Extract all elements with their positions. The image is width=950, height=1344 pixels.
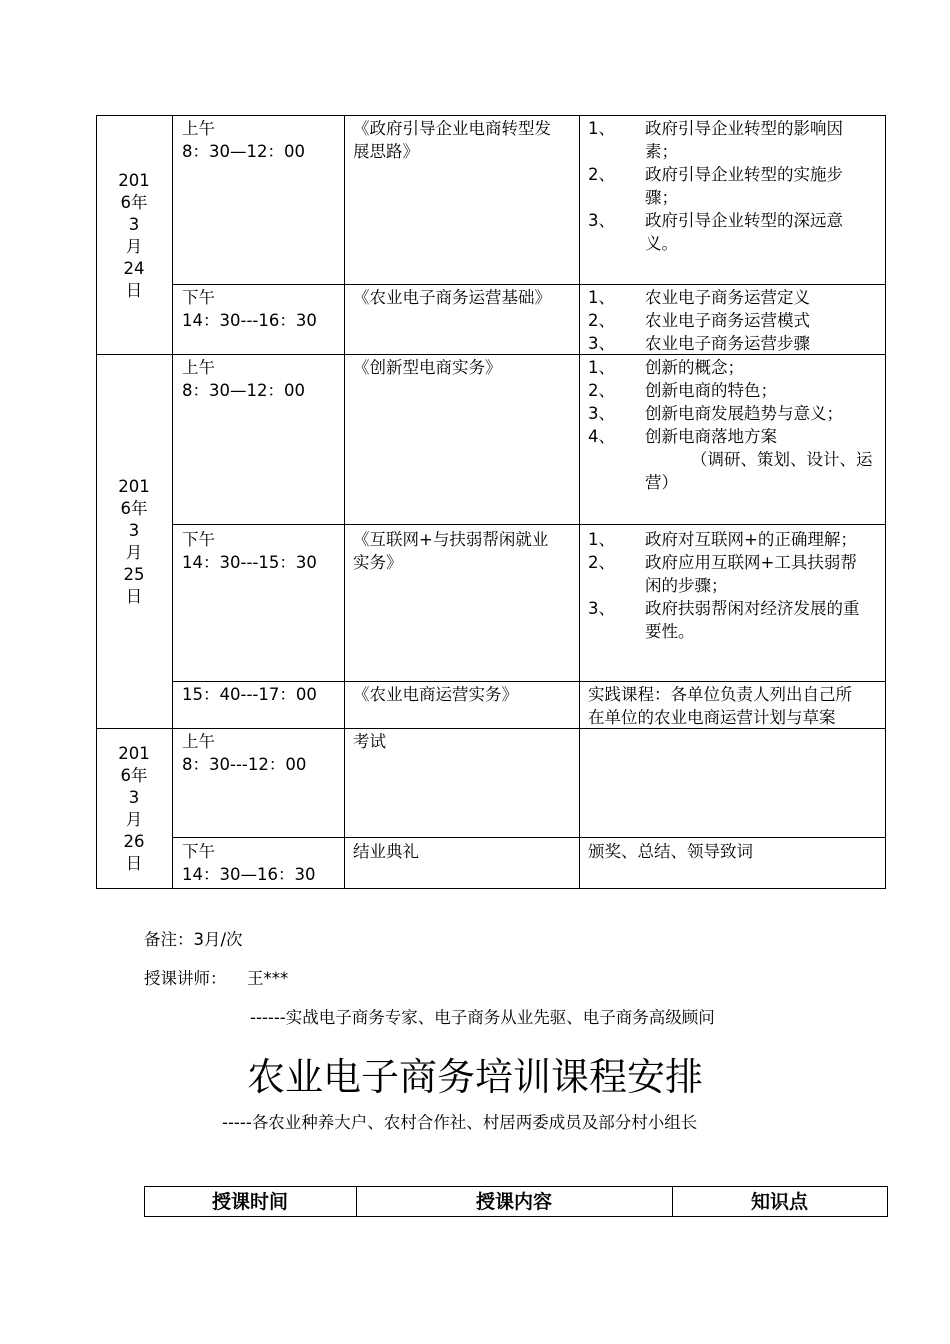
session-course: 《政府引导企业电商转型发 展思路》 xyxy=(353,119,551,161)
session-course: 《农业电商运营实务》 xyxy=(353,685,518,704)
session-time: 上午 8：30—12：00 xyxy=(182,119,305,161)
section-subtitle: -----各农业种养大户、农村合作社、村居两委成员及部分村小组长 xyxy=(222,1113,698,1132)
header-knowledge: 知识点 xyxy=(750,1191,808,1213)
session-time: 上午 8：30—12：00 xyxy=(182,358,305,400)
practice-note: 颁奖、总结、领导致词 xyxy=(588,842,753,861)
session-course: 《农业电子商务运营基础》 xyxy=(353,288,551,307)
header-content: 授课内容 xyxy=(475,1191,552,1213)
session-course: 结业典礼 xyxy=(353,842,419,861)
practice-note: 实践课程：各单位负责人列出自己所 在单位的农业电商运营计划与草案 xyxy=(588,685,852,727)
lecturer-name: 王*** xyxy=(247,969,289,988)
lecturer-description: ------实战电子商务专家、电子商务从业先驱、电子商务高级顾问 xyxy=(250,1008,715,1027)
session-course: 《互联网+与扶弱帮闲就业 实务》 xyxy=(353,530,549,572)
remark: 备注：3月/次 xyxy=(144,930,243,949)
lecturer-label: 授课讲师： xyxy=(144,969,227,988)
day-date: 201 6年 3 月 26 日 xyxy=(118,744,150,873)
session-time: 上午 8：30---12：00 xyxy=(182,732,307,774)
session-time: 下午 14：30---15：30 xyxy=(182,530,317,572)
section-title: 农业电子商务培训课程安排 xyxy=(246,1055,703,1099)
session-course: 考试 xyxy=(353,732,386,751)
document-page: 201 6年 3 月 24 日 上午 8：30—12：00 《政府引导企业电商转型发 展思路》 1、 政府引导企业转型的影响因 素； 2、 政府引导企业转型的实施步 骤； 3、 政府引导企业转型的深远意 义。 下午 14：30---16：30 《农业电子商务运营基础》 1、 农业电子商务运营定义 2、 农业电子商务运营模式 3、 农业电子商务运营步骤 201 6年 3 月 25 日 上午 8：30—12：00 《创新型电商实务》 1、 创新的概念； 2、 创新电商的特色； 3、 创新电商发展趋势与意义； 4、 创新电商落地方案 （调研、策划、设计、运 营） 下午 14：30---15：30 《互联网+与扶弱帮闲就业 实务》 1、 政府对互联网+的正确理解； 2、 政府应用互联网+工具扶弱帮 闲的步骤； 3、 政府扶弱帮闲对经济发展的重 要性。 15：40---17：00 《农业电商运营实务》 实践课程：各单位负责人列出自己所 在单位的农业电商运营计划与草案 201 6年 3 月 26 日 上午 8：30---12：00 考试 下午 14：30—16：30 结业典礼 颁奖、总结、领导致词 备注：3月/次 授课讲师： 王*** ------实战电子商务专家、电子商务从业先驱、电子商务高级顾问 农业电子商务培训课程安排 -----各农业种养大户、农村合作社、村居两委成员及部分村小组长 授课时间 授课内容 知识点 xyxy=(0,0,950,1344)
knowledge-point-note: （调研、策划、设计、运 营） xyxy=(645,450,873,492)
day-date: 201 6年 3 月 24 日 xyxy=(118,171,150,300)
session-time: 15：40---17：00 xyxy=(182,685,317,704)
header-time: 授课时间 xyxy=(211,1191,288,1213)
session-time: 下午 14：30---16：30 xyxy=(182,288,317,330)
session-time: 下午 14：30—16：30 xyxy=(182,842,316,884)
day-date: 201 6年 3 月 25 日 xyxy=(118,477,150,606)
session-course: 《创新型电商实务》 xyxy=(353,358,502,377)
